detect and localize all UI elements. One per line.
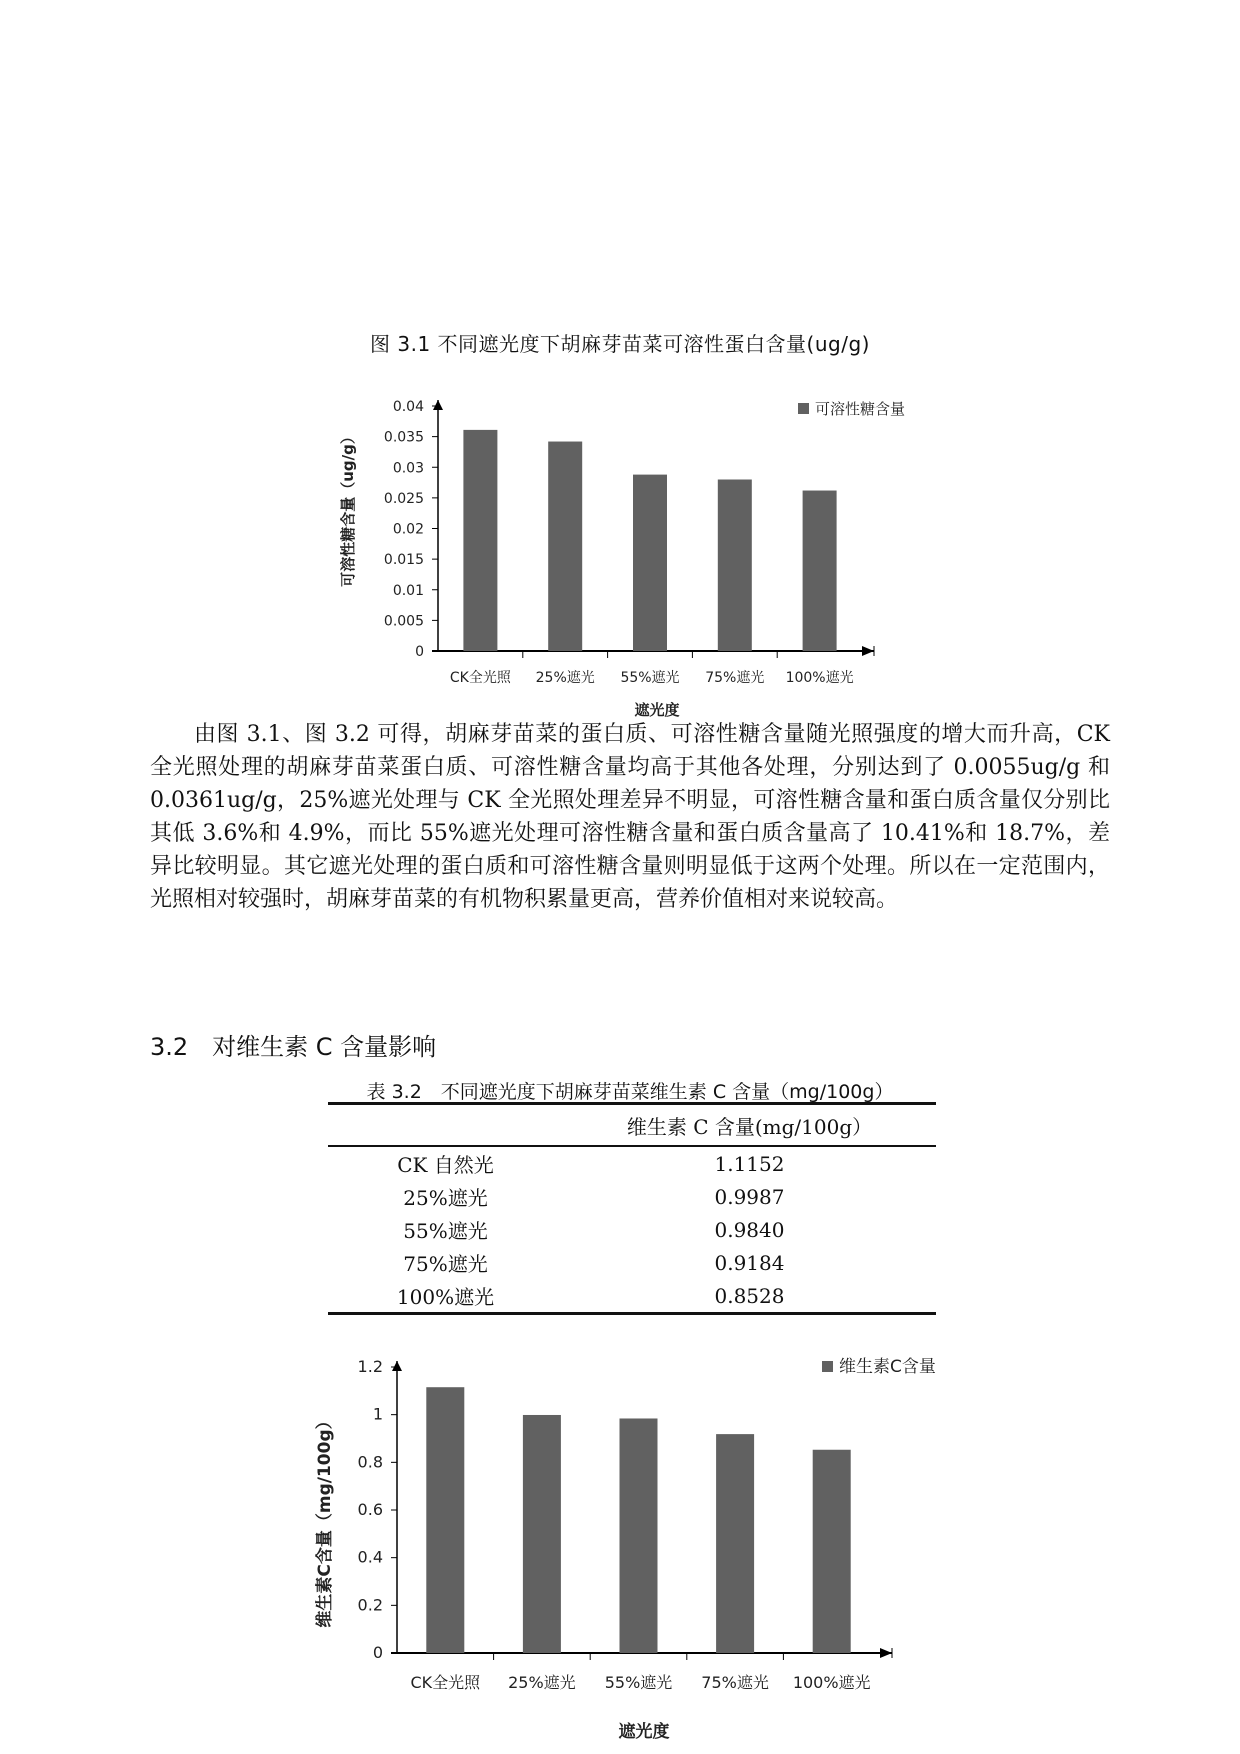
- row-label: CK 自然光: [397, 1153, 494, 1177]
- row-value: 0.9184: [714, 1250, 785, 1275]
- y-tick-label: 0.8: [357, 1452, 383, 1472]
- row-value: 1.1152: [714, 1151, 785, 1176]
- y-tick-label: 0.035: [383, 429, 424, 446]
- y-tick-label: 0.04: [392, 399, 424, 415]
- y-tick-label: 0.025: [383, 490, 424, 507]
- x-category-label: 75%遮光: [701, 1673, 769, 1692]
- y-tick-label: 0.6: [357, 1500, 383, 1519]
- section-heading: 3.2 对维生素 C 含量影响: [150, 1033, 437, 1061]
- x-category-label: 100%遮光: [785, 670, 854, 686]
- x-axis-title: 遮光度: [618, 1722, 670, 1742]
- row-label: 55%遮光: [403, 1219, 488, 1243]
- x-category-label: 75%遮光: [705, 670, 765, 686]
- y-tick-label: 0: [415, 644, 424, 660]
- bar: [813, 1450, 851, 1653]
- x-category-label: 25%遮光: [508, 1673, 576, 1692]
- y-axis-arrow-icon: [392, 1361, 402, 1371]
- x-axis-arrow-icon: [880, 1648, 892, 1658]
- y-tick-label: 0.015: [383, 552, 424, 569]
- y-tick-label: 1.2: [357, 1357, 383, 1376]
- bar: [523, 1415, 561, 1653]
- bar: [620, 1418, 658, 1653]
- row-label: 25%遮光: [403, 1186, 488, 1210]
- y-tick-label: 0.005: [383, 613, 424, 630]
- y-tick-label: 0.02: [392, 521, 424, 538]
- x-category-label: 25%遮光: [535, 670, 595, 686]
- row-label: 75%遮光: [403, 1252, 488, 1276]
- legend-swatch-icon: [822, 1361, 833, 1372]
- x-category-label: 55%遮光: [620, 670, 680, 686]
- bar: [716, 1434, 754, 1653]
- figure-1-title: 图 3.1 不同遮光度下胡麻芽苗菜可溶性蛋白含量(ug/g): [370, 332, 870, 356]
- table-caption: 表 3.2 不同遮光度下胡麻芽苗菜维生素 C 含量（mg/100g）: [366, 1081, 894, 1103]
- row-label: 100%遮光: [396, 1285, 495, 1309]
- row-value: 0.8528: [714, 1283, 785, 1308]
- row-value: 0.9987: [714, 1184, 785, 1209]
- y-tick-label: 0.2: [357, 1595, 383, 1615]
- y-tick-label: 0.4: [357, 1547, 383, 1567]
- x-category-label: CK全光照: [410, 1673, 481, 1692]
- y-tick-label: 0: [372, 1643, 383, 1662]
- y-axis-title: 维生素C含量（mg/100g）: [315, 1412, 335, 1628]
- paragraph-text: 由图 3.1、图 3.2 可得，胡麻芽苗菜的蛋白质、可溶性糖含量随光照强度的增大而升高，CK 全光照处理的胡麻芽苗菜蛋白质、可溶性糖含量均高于其他各处理，分别达到了 0.0055ug/g 和 0.0361ug/g，25%遮光处理与 CK 全光照处理差异不明显，可溶性糖含量和蛋白质含量仅分别比其低 3.6%和 4.9%，而比 55%遮光处理可溶性糖含量和蛋白质含量高了 10.41%和 18.7%，差异比较明显。其它遮光处理的蛋白质和可溶性糖含量则明显低于这两个处理。所以在一定范围内，光照相对较强时，胡麻芽苗菜的有机物积累量更高，营养价值相对来说较高。: [150, 722, 1110, 912]
- x-category-label: CK全光照: [449, 670, 511, 686]
- legend-label: 维生素C含量: [839, 1357, 936, 1377]
- y-axis-title: 可溶性糖含量（ug/g）: [339, 429, 357, 587]
- x-category-label: 55%遮光: [604, 1673, 673, 1692]
- bar: [426, 1387, 464, 1653]
- y-tick-label: 0.03: [392, 460, 424, 477]
- x-category-label: 100%遮光: [792, 1673, 871, 1692]
- y-tick-label: 0.01: [392, 582, 424, 599]
- x-axis-title: 遮光度: [634, 701, 680, 719]
- legend-label: 可溶性糖含量: [815, 400, 906, 418]
- header-cell-vitamin-c: 维生素 C 含量(mg/100g）: [626, 1114, 873, 1139]
- row-value: 0.9840: [714, 1217, 785, 1242]
- y-tick-label: 1: [372, 1404, 383, 1424]
